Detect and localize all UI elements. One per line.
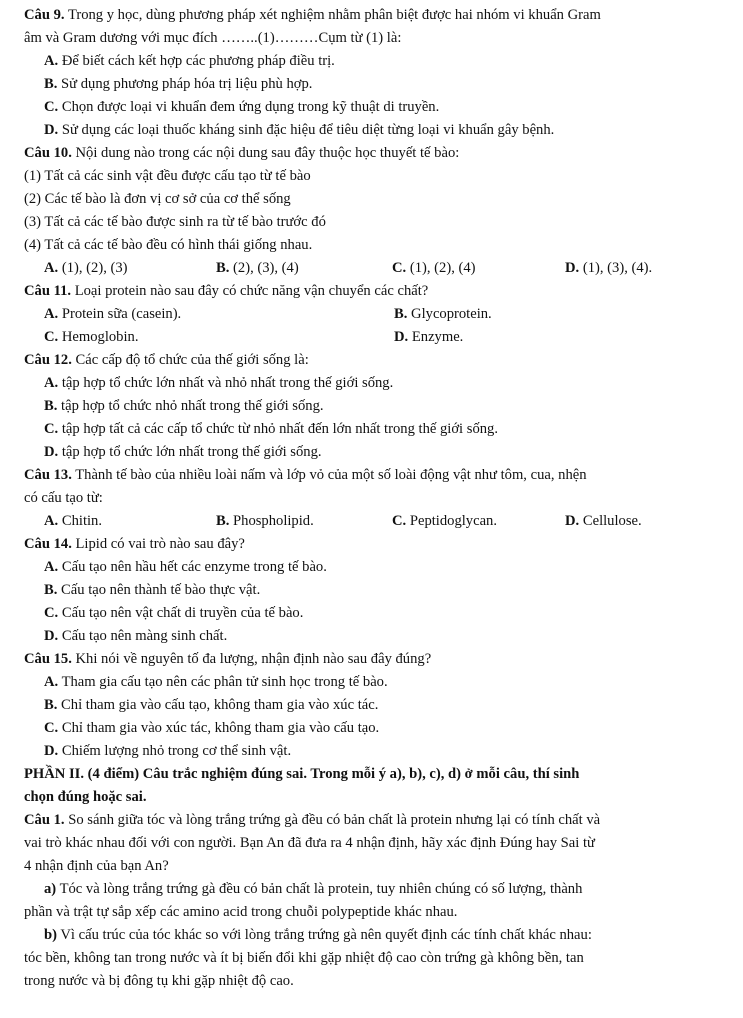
question-10	[24, 142, 717, 280]
option-d[interactable]: D. Cellulose.	[565, 513, 642, 529]
option-d[interactable]: D. Cấu tạo nên màng sinh chất.	[44, 628, 228, 644]
part2-question-1	[24, 809, 717, 993]
option-c[interactable]: C. (1), (2), (4)	[392, 260, 476, 276]
option-c[interactable]: C. Chỉ tham gia vào xúc tác, không tham gia vào cấu tạo.	[44, 720, 380, 736]
option-d[interactable]: D. Chiếm lượng nhỏ trong cơ thể sinh vật.	[44, 743, 292, 759]
option-a[interactable]: A. Cấu tạo nên hầu hết các enzyme trong tế bào.	[44, 559, 327, 575]
question-label: Câu 11.	[24, 283, 72, 299]
question-13	[24, 464, 717, 533]
option-b[interactable]: B. Chỉ tham gia vào cấu tạo, không tham gia vào xúc tác.	[44, 697, 379, 713]
option-b[interactable]: B. (2), (3), (4)	[216, 260, 299, 276]
option-c[interactable]: C. Cấu tạo nên vật chất di truyền của tế bào.	[44, 605, 304, 621]
options-row	[24, 326, 717, 349]
option-d[interactable]: D. tập hợp tổ chức lớn nhất trong thế giới sống.	[44, 444, 322, 460]
question-stem: Nội dung nào trong các nội dung sau đây thuộc học thuyết tế bào:	[75, 145, 460, 161]
statement-a[interactable]: a) Tóc và lòng trắng trứng gà đều có bản chất là protein, tuy nhiên chúng có số lượng, thành phần và trật tự sắp xếp các amino acid trong chuỗi polypeptide khác nhau.	[24, 881, 583, 920]
options-row	[24, 257, 717, 280]
statement-item: (1) Tất cả các sinh vật đều được cấu tạo từ tế bào	[24, 168, 311, 184]
statement-b[interactable]: b) Vì cấu trúc của tóc khác so với lòng trắng trứng gà nên quyết định các tính chất khác nhau: tóc bền, không tan trong nước và ít bị biến đổi khi gặp nhiệt độ cao còn trứng gà không bền, tan trong nước và bị đông tụ khi gặp nhiệt độ cao.	[24, 927, 592, 989]
option-b[interactable]: B. Phospholipid.	[216, 513, 314, 529]
statement-item: (4) Tất cả các tế bào đều có hình thái giống nhau.	[24, 237, 313, 253]
question-12	[24, 349, 717, 464]
question-stem: Các cấp độ tổ chức của thế giới sống là:	[75, 352, 309, 368]
option-c[interactable]: C. Hemoglobin.	[44, 329, 139, 345]
question-stem: Trong y học, dùng phương pháp xét nghiệm nhằm phân biệt được hai nhóm vi khuẩn Gram	[67, 7, 601, 23]
option-b[interactable]: B. Cấu tạo nên thành tế bào thực vật.	[44, 582, 261, 598]
option-d[interactable]: D. Sử dụng các loại thuốc kháng sinh đặc hiệu để tiêu diệt từng loại vi khuẩn gây bệnh.	[44, 122, 555, 138]
question-stem: Lipid có vai trò nào sau đây?	[75, 536, 245, 552]
option-a[interactable]: A. Chitin.	[44, 513, 102, 529]
option-c[interactable]: C. Peptidoglycan.	[392, 513, 498, 529]
option-d[interactable]: D. Enzyme.	[394, 329, 464, 345]
question-label: Câu 14.	[24, 536, 72, 552]
question-label: Câu 9.	[24, 7, 65, 23]
option-c[interactable]: C. Chọn được loại vi khuẩn đem ứng dụng trong kỹ thuật di truyền.	[44, 99, 440, 115]
option-b[interactable]: B. Glycoprotein.	[394, 306, 492, 322]
option-d[interactable]: D. (1), (3), (4).	[565, 260, 653, 276]
section-heading: PHẦN II. (4 điểm) Câu trắc nghiệm đúng sai. Trong mỗi ý a), b), c), d) ở mỗi câu, thí sinh chọn đúng hoặc sai.	[24, 766, 580, 805]
question-label: Câu 12.	[24, 352, 72, 368]
option-a[interactable]: A. Để biết cách kết hợp các phương pháp điều trị.	[44, 53, 335, 69]
options-row	[24, 303, 717, 326]
statement-item: (2) Các tế bào là đơn vị cơ sở của cơ thể sống	[24, 191, 291, 207]
question-stem: 4 nhận định của bạn An?	[24, 858, 169, 874]
question-label: Câu 13.	[24, 467, 72, 483]
option-b[interactable]: B. Sử dụng phương pháp hóa trị liệu phù hợp.	[44, 76, 313, 92]
option-a[interactable]: A. Protein sữa (casein).	[44, 306, 182, 322]
option-a[interactable]: A. tập hợp tổ chức lớn nhất và nhỏ nhất trong thế giới sống.	[44, 375, 394, 391]
option-c[interactable]: C. tập hợp tất cả các cấp tổ chức từ nhỏ nhất đến lớn nhất trong thế giới sống.	[44, 421, 498, 437]
option-b[interactable]: B. tập hợp tổ chức nhỏ nhất trong thế giới sống.	[44, 398, 324, 414]
question-14	[24, 533, 717, 648]
question-stem: Loại protein nào sau đây có chức năng vận chuyển các chất?	[74, 283, 429, 299]
question-11	[24, 280, 717, 349]
question-9	[24, 4, 717, 142]
question-label: Câu 1.	[24, 812, 65, 828]
options-row	[24, 510, 717, 533]
question-stem: So sánh giữa tóc và lòng trắng trứng gà đều có bản chất là protein nhưng lại có tính chất và	[68, 812, 601, 828]
question-stem: có cấu tạo từ:	[24, 490, 103, 506]
question-stem: âm và Gram dương với mục đích ……..(1)………Cụm từ (1) là:	[24, 30, 402, 46]
option-a[interactable]: A. (1), (2), (3)	[44, 260, 128, 276]
question-label: Câu 15.	[24, 651, 72, 667]
question-stem: Thành tế bào của nhiều loài nấm và lớp vỏ của một số loài động vật như tôm, cua, nhện	[75, 467, 587, 483]
question-stem: Khi nói về nguyên tố đa lượng, nhận định nào sau đây đúng?	[75, 651, 432, 667]
question-label: Câu 10.	[24, 145, 72, 161]
question-stem: vai trò khác nhau đối với con người. Bạn An đã đưa ra 4 nhận định, hãy xác định Đúng hay Sai từ	[24, 835, 595, 851]
option-a[interactable]: A. Tham gia cấu tạo nên các phân tử sinh học trong tế bào.	[44, 674, 388, 690]
statement-item: (3) Tất cả các tế bào được sinh ra từ tế bào trước đó	[24, 214, 326, 230]
question-15	[24, 648, 717, 763]
